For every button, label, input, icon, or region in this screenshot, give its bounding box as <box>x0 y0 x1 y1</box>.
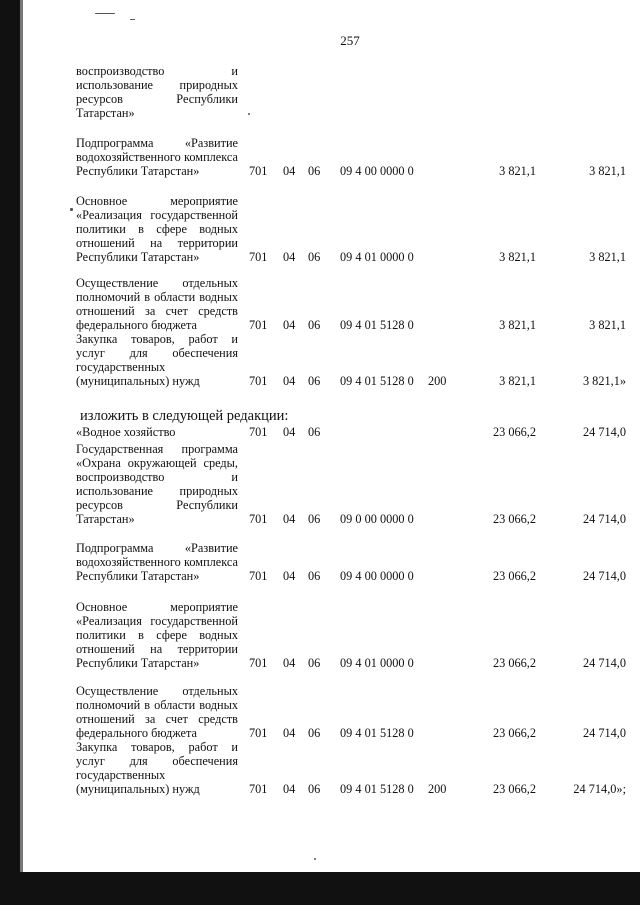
sum-year-2: 24 714,0 <box>582 726 626 740</box>
sum-year-1: 23 066,2 <box>492 726 536 740</box>
subsection-code: 06 <box>308 569 321 583</box>
target-article-code: 09 4 00 0000 0 <box>340 569 414 583</box>
section-code: 04 <box>283 512 296 526</box>
table-row <box>0 318 640 388</box>
subsection-code: 06 <box>308 164 321 178</box>
ved-code: 701 <box>249 318 268 332</box>
section-code: 04 <box>283 318 296 332</box>
target-article-code: 09 4 01 0000 0 <box>340 250 414 264</box>
sum-year-1: 3 821,1 <box>499 318 536 332</box>
sum-year-2: 24 714,0»; <box>573 782 626 796</box>
row-name: Основное мероприятие «Реализация государственной политики в сфере водных отношений на территории Республики Татарстан» <box>76 600 238 670</box>
ved-code: 701 <box>249 512 268 526</box>
table-row <box>0 164 640 264</box>
target-article-code: 09 4 00 0000 0 <box>340 164 414 178</box>
sum-year-2: 3 821,1» <box>582 374 626 388</box>
ved-code: 701 <box>249 164 268 178</box>
scan-border-bottom <box>0 872 640 905</box>
row-name: Закупка товаров, работ и услуг для обеспечения государственных (муниципальных) нужд <box>76 332 238 388</box>
subsection-code: 06 <box>308 374 321 388</box>
sum-year-2: 3 821,1 <box>589 164 626 178</box>
section-code: 04 <box>283 726 296 740</box>
row-name: Подпрограмма «Развитие водохозяйственного комплекса Республики Татарстан» <box>76 541 238 583</box>
amendment-heading: изложить в следующей редакции: <box>80 408 289 424</box>
subsection-code: 06 <box>308 425 321 439</box>
table-row <box>0 423 640 439</box>
subsection-code: 06 <box>308 318 321 332</box>
expense-type-code: 200 <box>428 374 447 388</box>
table-row <box>0 726 640 796</box>
page-number: 257 <box>340 33 360 48</box>
target-article-code: 09 4 01 5128 0 <box>340 318 414 332</box>
row-name: Осуществление отдельных полномочий в области водных отношений за счет средств федерального бюджета <box>76 276 238 332</box>
scan-speck <box>314 858 316 860</box>
row-name: «Водное хозяйство <box>76 425 176 439</box>
table-row <box>0 440 640 526</box>
sum-year-1: 23 066,2 <box>492 512 536 526</box>
sum-year-2: 3 821,1 <box>589 250 626 264</box>
sum-year-1: 3 821,1 <box>499 164 536 178</box>
sum-year-1: 23 066,2 <box>492 425 536 439</box>
section-code: 04 <box>283 164 296 178</box>
ved-code: 701 <box>249 250 268 264</box>
section-code: 04 <box>283 782 296 796</box>
row-name: воспроизводство и использование природных ресурсов Республики Татарстан» <box>76 64 238 120</box>
row-name: Осуществление отдельных полномочий в области водных отношений за счет средств федерального бюджета <box>76 684 238 740</box>
subsection-code: 06 <box>308 512 321 526</box>
row-name: Подпрограмма «Развитие водохозяйственного комплекса Республики Татарстан» <box>76 136 238 178</box>
scan-speck <box>130 19 135 20</box>
sum-year-2: 24 714,0 <box>582 656 626 670</box>
section-code: 04 <box>283 425 296 439</box>
target-article-code: 09 4 01 5128 0 <box>340 782 414 796</box>
subsection-code: 06 <box>308 782 321 796</box>
subsection-code: 06 <box>308 656 321 670</box>
section-code: 04 <box>283 569 296 583</box>
sum-year-2: 24 714,0 <box>582 425 626 439</box>
sum-year-1: 23 066,2 <box>492 569 536 583</box>
scan-speck <box>95 13 115 14</box>
ved-code: 701 <box>249 782 268 796</box>
row-name: Основное мероприятие «Реализация государственной политики в сфере водных отношений на территории Республики Татарстан» <box>76 194 238 264</box>
sum-year-2: 24 714,0 <box>582 512 626 526</box>
row-name: Закупка товаров, работ и услуг для обеспечения государственных (муниципальных) нужд <box>76 740 238 796</box>
table-row <box>0 584 640 670</box>
sum-year-2: 3 821,1 <box>589 318 626 332</box>
ved-code: 701 <box>249 656 268 670</box>
ved-code: 701 <box>249 374 268 388</box>
table-row <box>0 527 640 583</box>
ved-code: 701 <box>249 726 268 740</box>
sum-year-2: 24 714,0 <box>582 569 626 583</box>
section-code: 04 <box>283 656 296 670</box>
subsection-code: 06 <box>308 250 321 264</box>
target-article-code: 09 4 01 5128 0 <box>340 374 414 388</box>
sum-year-1: 23 066,2 <box>492 656 536 670</box>
target-article-code: 09 0 00 0000 0 <box>340 512 414 526</box>
ved-code: 701 <box>249 425 268 439</box>
target-article-code: 09 4 01 0000 0 <box>340 656 414 670</box>
subsection-code: 06 <box>308 726 321 740</box>
section-code: 04 <box>283 250 296 264</box>
sum-year-1: 23 066,2 <box>492 782 536 796</box>
section-code: 04 <box>283 374 296 388</box>
row-name: Государственная программа «Охрана окружающей среды, воспроизводство и использование природных ресурсов Республики Татарстан» <box>76 442 238 526</box>
sum-year-1: 3 821,1 <box>499 250 536 264</box>
ved-code: 701 <box>249 569 268 583</box>
target-article-code: 09 4 01 5128 0 <box>340 726 414 740</box>
sum-year-1: 3 821,1 <box>499 374 536 388</box>
expense-type-code: 200 <box>428 782 447 796</box>
